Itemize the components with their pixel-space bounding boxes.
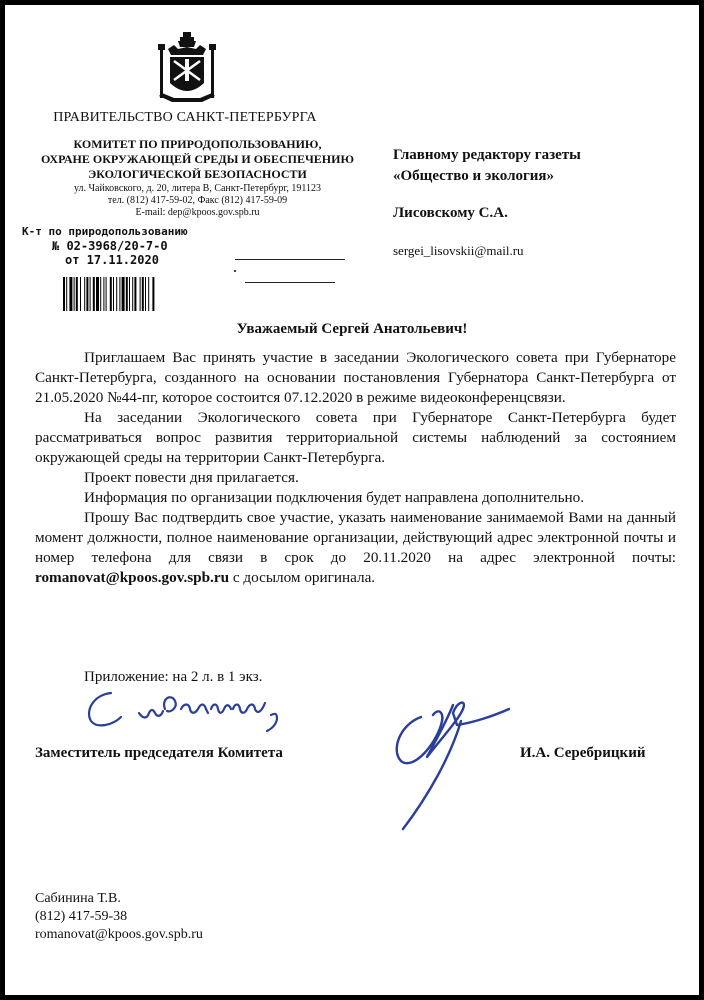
greeting: Уважаемый Сергей Анатольевич! (236, 321, 468, 337)
contact-phone: (812) 417-59-38 (35, 909, 128, 924)
form-line (245, 282, 335, 283)
committee-name (40, 137, 355, 182)
barcode-icon (63, 277, 179, 311)
letter-body (35, 348, 676, 588)
stamp-org: К-т по природопользованию (22, 225, 188, 238)
paragraph: Проект повести дня прилагается. (84, 469, 299, 486)
recipient-email: sergei_lisovskii@mail.ru (393, 243, 524, 258)
signer-position: Заместитель председателя Комитета (35, 745, 283, 761)
paragraph: Приглашаем Вас принять участие в заседании Экологического совета при Губернаторе Санкт-Петербурга, созданного на основании постановления Губернатора Санкт-Петербурга от 21.05.2020 №44-пг, которое состоится 07.12.2020 в режиме видеоконференцсвязи. (35, 349, 676, 406)
recipient-title (393, 145, 693, 187)
committee-line: ЭКОЛОГИЧЕСКОЙ БЕЗОПАСНОСТИ (88, 167, 307, 181)
committee-email: E-mail: dep@kpoos.gov.spb.ru (135, 207, 260, 218)
paragraph (35, 508, 676, 588)
committee-address: ул. Чайковского, д. 20, литера В, Санкт-Петербург, 191123 (73, 183, 321, 194)
paragraph-text: Прошу Вас подтвердить свое участие, указать наименование занимаемой Вами на данный момент должности, полное наименование организации, действующий адрес электронной почты и номер телефона для связи в срок до 20.11.2020 на адрес электронной почты: (35, 509, 676, 566)
contact-block (35, 890, 203, 944)
recipient-line2: «Общество и экология» (393, 168, 555, 184)
recipient-name: Лисовскому С.А. (393, 205, 508, 221)
paragraph: Информация по организации подключения будет направлена дополнительно. (84, 489, 585, 506)
coat-of-arms-icon (156, 30, 218, 104)
registration-stamp (22, 225, 222, 267)
recipient-line1: Главному редактору газеты (393, 147, 581, 163)
stamp-number: № 02-3968/20-7-0 (52, 239, 168, 253)
paragraph-text: с досылом оригинала. (229, 569, 376, 586)
paragraph: На заседании Экологического совета при Губернаторе Санкт-Петербурга будет рассматриваться вопрос развития территориальной системы наблюдений за состоянием окружающей среды на территории Санкт-Петербурга. (35, 409, 676, 466)
contact-email: romanovat@kpoos.gov.spb.ru (35, 927, 203, 942)
committee-line: ОХРАНЕ ОКРУЖАЮЩЕЙ СРЕДЫ И ОБЕСПЕЧЕНИЮ (41, 152, 354, 166)
government-title: ПРАВИТЕЛЬСТВО САНКТ-ПЕТЕРБУРГА (53, 110, 317, 125)
committee-line: КОМИТЕТ ПО ПРИРОДОПОЛЬЗОВАНИЮ, (73, 137, 322, 151)
appendix-note: Приложение: на 2 л. в 1 экз. (84, 669, 263, 685)
committee-phone: тел. (812) 417-59-02, Факс (812) 417-59-09 (107, 195, 288, 206)
letter-page (5, 5, 699, 995)
signature (391, 695, 517, 835)
form-line (235, 259, 345, 260)
handwritten-regards (85, 685, 315, 735)
committee-address-block (40, 183, 355, 219)
stamp-date: от 17.11.2020 (65, 253, 159, 267)
contact-name: Сабинина Т.В. (35, 891, 121, 906)
reply-email: romanovat@kpoos.gov.spb.ru (35, 569, 230, 586)
signer-name: И.А. Серебрицкий (520, 745, 646, 761)
form-dot (234, 270, 236, 272)
